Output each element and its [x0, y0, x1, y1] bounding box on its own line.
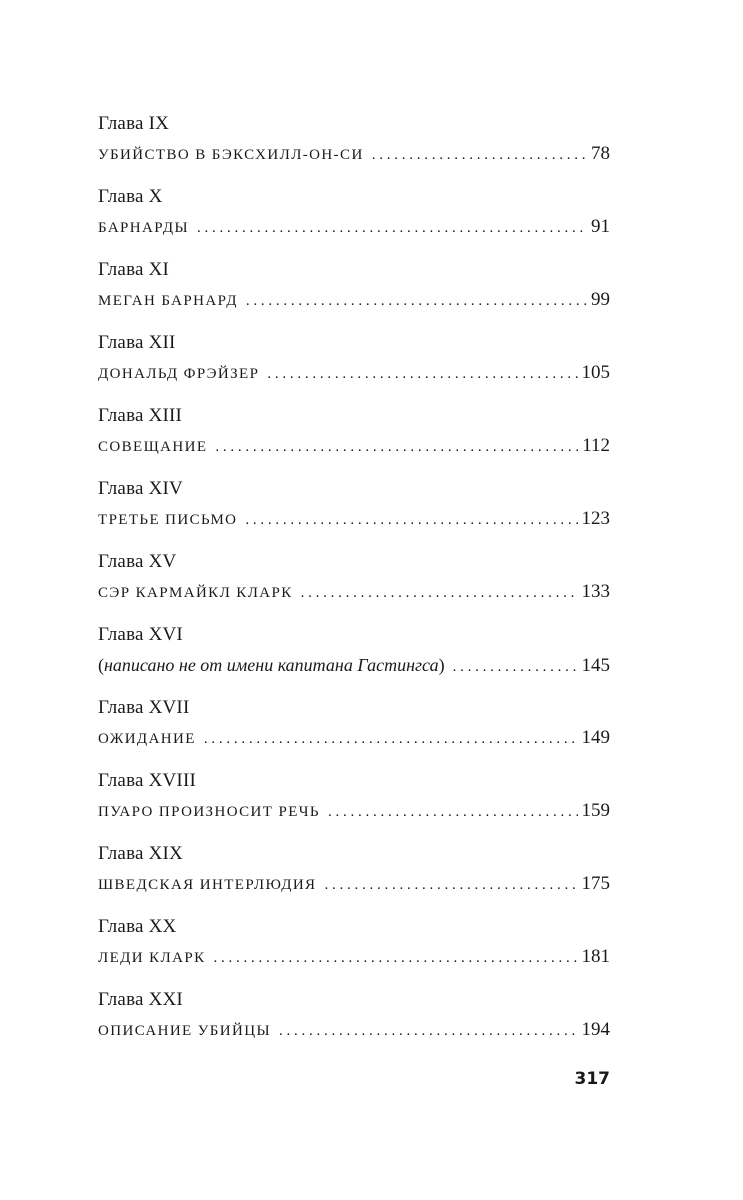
- toc-line[interactable]: [98, 506, 610, 533]
- toc-entry: [98, 768, 610, 841]
- chapter-title: ДОНАЛЬД ФРЭЙЗЕР: [98, 366, 260, 382]
- chapter-title: ПУАРО ПРОИЗНОСИТ РЕЧЬ: [98, 804, 320, 820]
- table-of-contents: [98, 111, 610, 1060]
- chapter-heading: Глава X: [98, 186, 163, 207]
- chapter-heading: Глава XIII: [98, 405, 183, 426]
- toc-line[interactable]: [98, 798, 610, 825]
- toc-entry: [98, 987, 610, 1060]
- chapter-heading: Глава XX: [98, 916, 177, 937]
- toc-entry: [98, 111, 610, 184]
- chapter-heading: Глава XV: [98, 551, 177, 572]
- chapter-heading: Глава XVII: [98, 697, 190, 718]
- dot-leader: [279, 1018, 578, 1044]
- chapter-heading: Глава XVI: [98, 624, 183, 645]
- dot-leader: [267, 361, 577, 387]
- chapter-title: БАРНАРДЫ: [98, 220, 189, 236]
- toc-entry: [98, 184, 610, 257]
- chapter-title: ОПИСАНИЕ УБИЙЦЫ: [98, 1023, 271, 1039]
- dot-leader: [324, 872, 577, 898]
- toc-line[interactable]: [98, 871, 610, 898]
- page-ref: 105: [581, 362, 610, 383]
- dot-leader: [328, 799, 578, 825]
- toc-entry: [98, 403, 610, 476]
- page-ref: 181: [581, 946, 610, 967]
- dot-leader: [246, 288, 587, 314]
- toc-entry: [98, 257, 610, 330]
- dot-leader: [215, 434, 578, 460]
- chapter-title-text: написано не от имени капитана Гастингса: [104, 655, 439, 675]
- toc-line[interactable]: [98, 214, 610, 241]
- toc-entry: [98, 622, 610, 695]
- toc-entry: [98, 695, 610, 768]
- chapter-title: УБИЙСТВО В БЭКСХИЛЛ-ОН-СИ: [98, 147, 364, 163]
- open-paren: (: [98, 655, 104, 675]
- chapter-heading: Глава IX: [98, 113, 170, 134]
- chapter-heading: Глава XIX: [98, 843, 183, 864]
- page-ref: 149: [581, 727, 610, 748]
- page-ref: 175: [581, 873, 610, 894]
- chapter-title: ШВЕДСКАЯ ИНТЕРЛЮДИЯ: [98, 877, 317, 893]
- toc-line[interactable]: [98, 287, 610, 314]
- dot-leader: [204, 726, 578, 752]
- toc-line[interactable]: [98, 1017, 610, 1044]
- chapter-title: ОЖИДАНИЕ: [98, 731, 196, 747]
- toc-line[interactable]: [98, 360, 610, 387]
- toc-line[interactable]: [98, 725, 610, 752]
- chapter-title: ЛЕДИ КЛАРК: [98, 950, 206, 966]
- chapter-title: [98, 652, 445, 678]
- toc-entry: [98, 330, 610, 403]
- toc-line[interactable]: [98, 944, 610, 971]
- toc-entry: [98, 914, 610, 987]
- chapter-title: СЭР КАРМАЙКЛ КЛАРК: [98, 585, 293, 601]
- toc-entry: [98, 841, 610, 914]
- page-number: 317: [574, 1069, 610, 1089]
- toc-line[interactable]: [98, 141, 610, 168]
- dot-leader: [301, 580, 578, 606]
- chapter-heading: Глава XIV: [98, 478, 183, 499]
- page-ref: 91: [591, 216, 610, 237]
- dot-leader: [245, 507, 577, 533]
- page-ref: 112: [582, 435, 610, 456]
- chapter-heading: Глава XXI: [98, 989, 183, 1010]
- page-ref: 78: [591, 143, 610, 164]
- page-ref: 123: [581, 508, 610, 529]
- dot-leader: [372, 142, 587, 168]
- close-paren: ): [438, 655, 445, 675]
- page-ref: 133: [581, 581, 610, 602]
- chapter-heading: Глава XII: [98, 332, 176, 353]
- dot-leader: [214, 945, 578, 971]
- chapter-title: СОВЕЩАНИЕ: [98, 439, 208, 455]
- chapter-title: ТРЕТЬЕ ПИСЬМО: [98, 512, 238, 528]
- toc-line[interactable]: [98, 433, 610, 460]
- toc-line[interactable]: [98, 579, 610, 606]
- chapter-heading: Глава XI: [98, 259, 170, 280]
- dot-leader: [453, 654, 578, 680]
- chapter-heading: Глава XVIII: [98, 770, 196, 791]
- page-ref: 99: [591, 289, 610, 310]
- page-ref: 159: [581, 800, 610, 821]
- page-ref: 145: [581, 655, 610, 676]
- page-ref: 194: [581, 1019, 610, 1040]
- chapter-title: МЕГАН БАРНАРД: [98, 293, 238, 309]
- toc-entry: [98, 549, 610, 622]
- toc-entry: [98, 476, 610, 549]
- dot-leader: [197, 215, 587, 241]
- toc-line[interactable]: [98, 652, 610, 680]
